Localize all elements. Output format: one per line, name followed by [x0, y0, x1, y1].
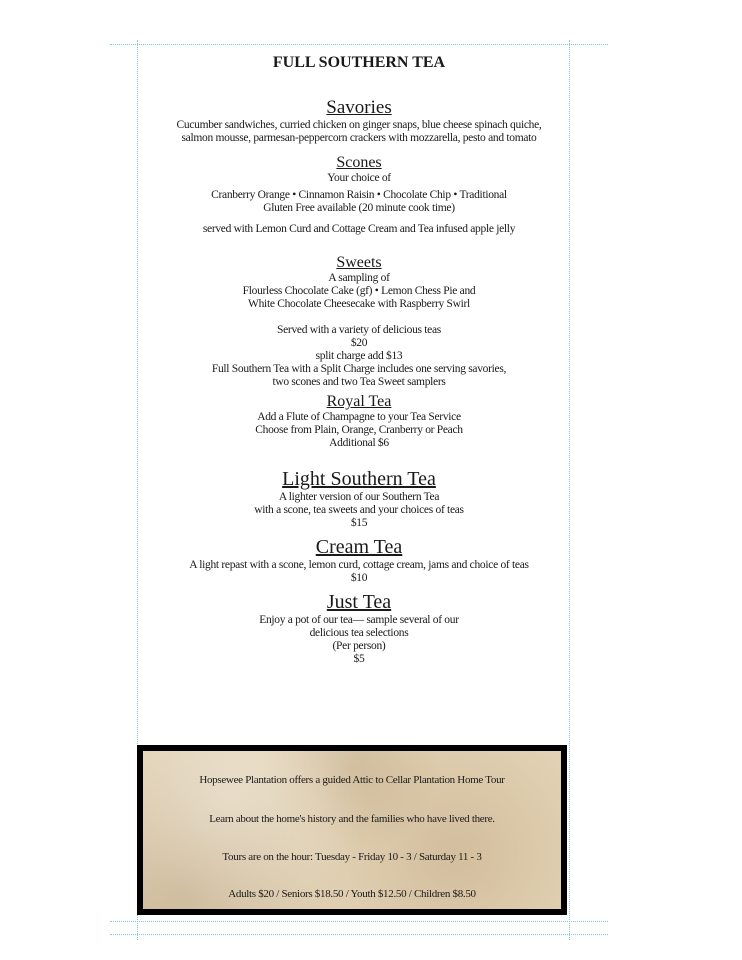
bottom-guide-line-1: [110, 921, 608, 922]
light-tea-heading: Light Southern Tea: [282, 468, 436, 490]
savories-section: [110, 97, 608, 145]
savories-line: salmon mousse, parmesan-peppercorn crackers with mozzarella, pesto and tomato: [181, 132, 537, 144]
sweets-detail-line: split charge add $13: [315, 350, 403, 362]
tour-hours: Tours are on the hour: Tuesday - Friday 10 - 3 / Saturday 11 - 3: [222, 851, 482, 863]
sweets-line: A sampling of: [328, 272, 390, 284]
just-tea-line: delicious tea selections: [309, 627, 409, 639]
just-tea-section: [110, 591, 608, 666]
sweets-line: Flourless Chocolate Cake (gf) • Lemon Chess Pie and: [242, 285, 476, 297]
cream-tea-line: A light repast with a scone, lemon curd, cottage cream, jams and choice of teas: [189, 559, 529, 571]
sweets-line: White Chocolate Cheesecake with Raspberry Swirl: [248, 298, 470, 310]
royal-tea-heading: Royal Tea: [326, 393, 392, 410]
plantation-tour-box: [137, 745, 567, 915]
light-tea-section: [110, 468, 608, 530]
sweets-detail-line: Full Southern Tea with a Split Charge includes one serving savories,: [211, 363, 507, 375]
savories-heading: Savories: [326, 97, 392, 118]
royal-tea-line: Choose from Plain, Orange, Cranberry or Peach: [255, 424, 463, 436]
just-tea-heading: Just Tea: [326, 591, 392, 613]
scones-heading: Scones: [336, 154, 382, 171]
scones-served-line: served with Lemon Curd and Cottage Cream and Tea infused apple jelly: [202, 223, 516, 235]
light-tea-price: $15: [350, 517, 368, 529]
just-tea-line: Enjoy a pot of our tea— sample several of our: [259, 614, 459, 626]
tour-prices: Adults $20 / Seniors $18.50 / Youth $12.50 / Children $8.50: [228, 888, 476, 900]
tea-menu: [110, 50, 608, 666]
royal-tea-section: [110, 393, 608, 450]
sweets-price: $20: [350, 337, 368, 349]
tour-line: Learn about the home's history and the families who have lived there.: [209, 813, 495, 825]
sweets-detail-line: two scones and two Tea Sweet samplers: [272, 376, 446, 388]
sweets-section: [110, 254, 608, 389]
cream-tea-price: $10: [350, 572, 368, 584]
scones-section: [110, 154, 608, 236]
just-tea-line: (Per person): [332, 640, 386, 652]
light-tea-line: with a scone, tea sweets and your choices of teas: [254, 504, 464, 516]
royal-tea-line: Add a Flute of Champagne to your Tea Service: [257, 411, 461, 423]
royal-tea-price: Additional $6: [329, 437, 389, 449]
just-tea-price: $5: [353, 653, 365, 665]
scones-line: Your choice of: [327, 172, 391, 184]
sweets-heading: Sweets: [336, 254, 382, 271]
light-tea-line: A lighter version of our Southern Tea: [278, 491, 440, 503]
cream-tea-heading: Cream Tea: [315, 536, 403, 558]
bottom-guide-line-2: [110, 934, 608, 935]
cream-tea-section: [110, 536, 608, 585]
scones-line: Cranberry Orange • Cinnamon Raisin • Chocolate Chip • Traditional: [211, 189, 507, 201]
sweets-detail-line: Served with a variety of delicious teas: [277, 324, 441, 336]
top-guide-line: [110, 44, 608, 45]
menu-title: FULL SOUTHERN TEA: [272, 54, 446, 71]
savories-line: Cucumber sandwiches, curried chicken on ginger snaps, blue cheese spinach quiche,: [176, 119, 542, 131]
scones-line: Gluten Free available (20 minute cook time): [263, 202, 455, 214]
tour-line: Hopsewee Plantation offers a guided Attic to Cellar Plantation Home Tour: [199, 774, 505, 786]
